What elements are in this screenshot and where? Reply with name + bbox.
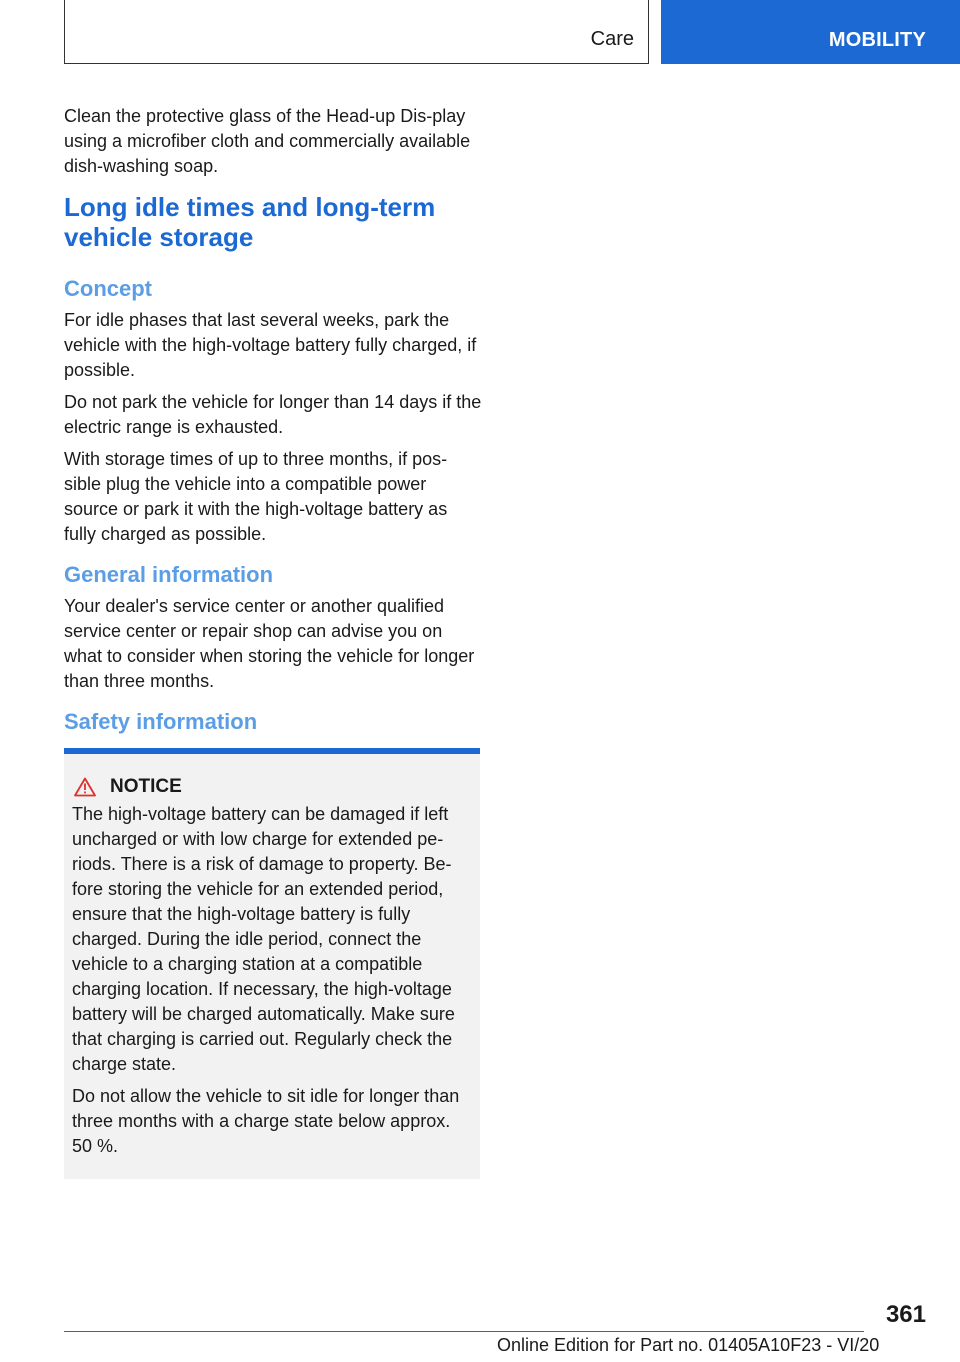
notice-title: NOTICE [110, 776, 182, 797]
notice-header [72, 776, 474, 798]
concept-paragraph-2: Do not park the vehicle for longer than 14 days if the electric range is exhausted. [64, 392, 482, 437]
concept-paragraph-1: For idle phases that last several weeks, park the vehicle with the high-voltage battery fully charged, if possible. [64, 310, 477, 380]
general-heading: General information [64, 562, 274, 587]
main-title: Long idle times and long-term vehicle storage [64, 192, 436, 252]
safety-section [64, 709, 482, 1179]
notice-box [64, 748, 480, 1179]
concept-heading: Concept [64, 276, 152, 301]
intro-paragraph: Clean the protective glass of the Head-up Dis-play using a microfiber cloth and commercially available dish-washing soap. [64, 106, 471, 176]
footer-divider [64, 1331, 864, 1332]
notice-paragraph-2: Do not allow the vehicle to sit idle for longer than three months with a charge state below approx. 50 %. [72, 1086, 460, 1156]
header-chapter-label: MOBILITY [828, 29, 926, 51]
header-section-box [64, 0, 649, 64]
safety-heading: Safety information [64, 709, 258, 734]
page-number: 361 [885, 1301, 926, 1328]
concept-paragraph-3: With storage times of up to three months, if pos-sible plug the vehicle into a compatible power source or park it with the high-voltage battery as fully charged as possible. [64, 449, 448, 544]
notice-paragraph-1: The high-voltage battery can be damaged if left uncharged or with low charge for extended pe-riods. There is a risk of damage to property. Be-fore storing the vehicle for an extended period, ensure that the high-voltage battery is fully charged. During the idle period, connect the vehicle to a charging station at a compatible charging location. If necessary, the high-voltage battery will be charged automatically. Make sure that charging is carried out. Regularly check the charge state. [72, 804, 455, 1074]
header-section-label: Care [590, 28, 634, 50]
warning-triangle-icon [74, 777, 96, 797]
general-paragraph: Your dealer's service center or another qualified service center or repair shop can advise you on what to consider when storing the vehicle for longer than three months. [64, 596, 475, 691]
edition-text: Online Edition for Part no. 01405A10F23 - VI/20 [497, 1335, 880, 1355]
concept-section [64, 276, 482, 547]
content-column [64, 104, 482, 1179]
header-chapter-tab[interactable] [661, 0, 960, 64]
general-section [64, 562, 482, 694]
